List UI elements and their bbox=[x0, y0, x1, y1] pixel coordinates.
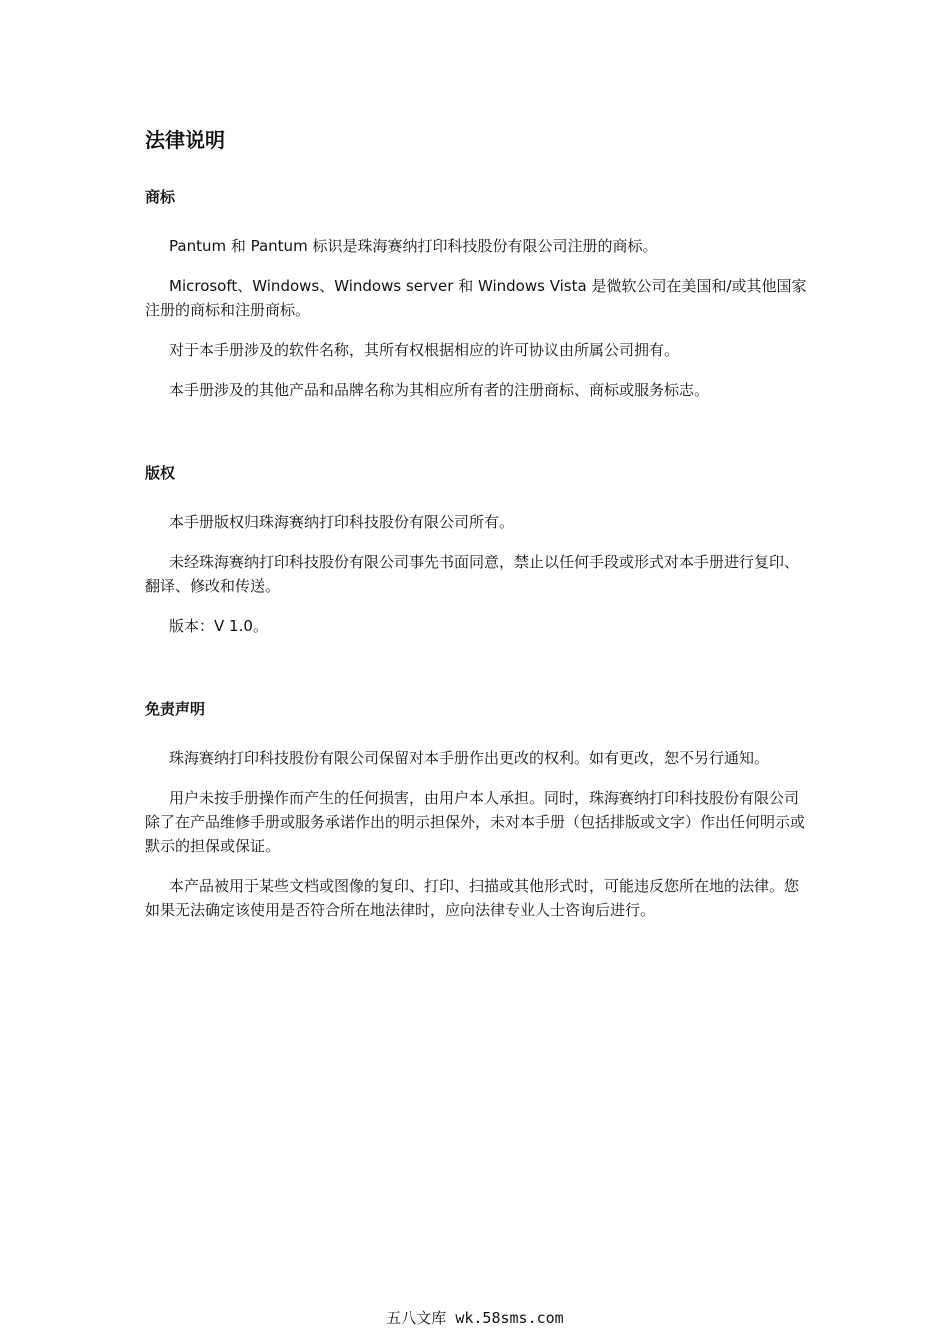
section-trademark bbox=[145, 186, 810, 402]
section-copyright bbox=[145, 462, 810, 638]
section-heading: 商标 bbox=[145, 188, 176, 206]
paragraph: Pantum 和 Pantum 标识是珠海赛纳打印科技股份有限公司注册的商标。 bbox=[169, 237, 658, 255]
section-disclaimer bbox=[145, 698, 810, 922]
paragraph: 本产品被用于某些文档或图像的复印、打印、扫描或其他形式时，可能违反您所在地的法律。您如果无法确定该使用是否符合所在地法律时，应向法律专业人士咨询后进行。 bbox=[145, 877, 800, 919]
document-content bbox=[145, 124, 810, 938]
page-title: 法律说明 bbox=[145, 128, 225, 152]
section-heading: 版权 bbox=[145, 464, 176, 482]
paragraph: 本手册涉及的其他产品和品牌名称为其相应所有者的注册商标、商标或服务标志。 bbox=[169, 381, 710, 399]
paragraph: 版本：V 1.0。 bbox=[169, 617, 268, 635]
section-heading: 免责声明 bbox=[145, 700, 206, 718]
paragraph: 用户未按手册操作而产生的任何损害，由用户本人承担。同时，珠海赛纳打印科技股份有限公司除了在产品维修手册或服务承诺作出的明示担保外，未对本手册（包括排版或文字）作出任何明示或默示的担保或保证。 bbox=[145, 789, 806, 855]
paragraph: 未经珠海赛纳打印科技股份有限公司事先书面同意，禁止以任何手段或形式对本手册进行复印、翻译、修改和传送。 bbox=[145, 553, 800, 595]
paragraph: 对于本手册涉及的软件名称，其所有权根据相应的许可协议由所属公司拥有。 bbox=[169, 341, 680, 359]
paragraph: Microsoft、Windows、Windows server 和 Windows Vista 是微软公司在美国和/或其他国家注册的商标和注册商标。 bbox=[145, 277, 807, 319]
paragraph: 本手册版权归珠海赛纳打印科技股份有限公司所有。 bbox=[169, 513, 515, 531]
footer-watermark: 五八文库 wk.58sms.com bbox=[386, 1309, 564, 1327]
paragraph: 珠海赛纳打印科技股份有限公司保留对本手册作出更改的权利。如有更改，恕不另行通知。 bbox=[169, 749, 770, 767]
